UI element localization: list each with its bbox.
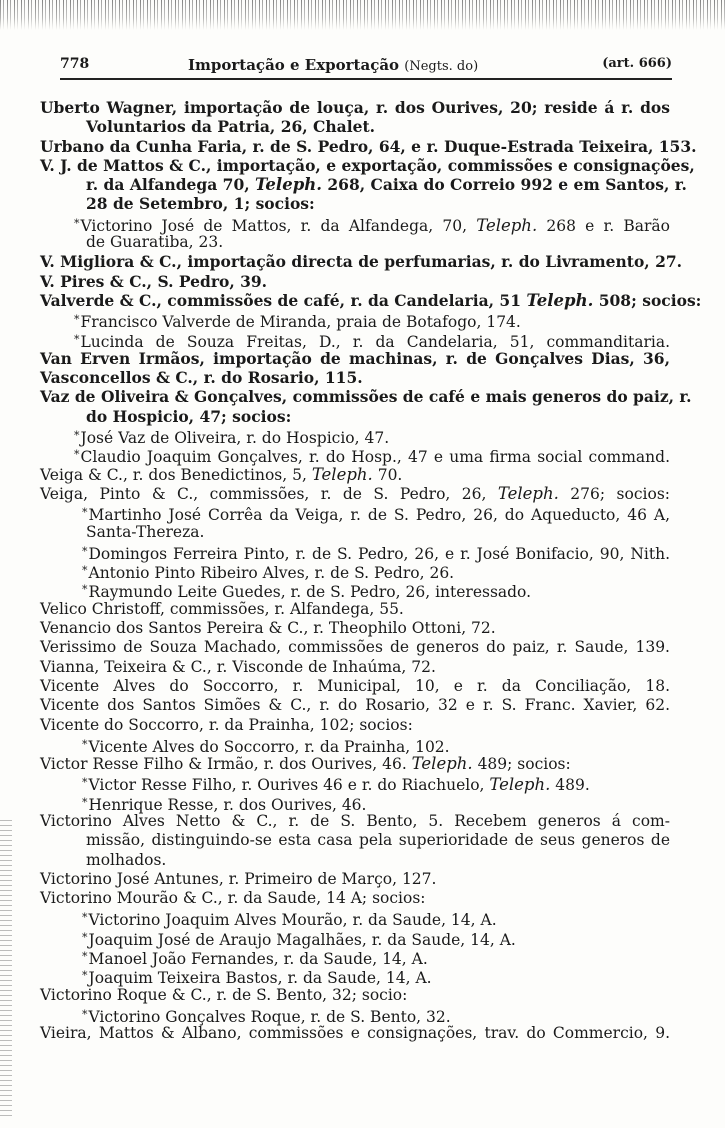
line-text: Urbano da Cunha Faria, r. de S. Pedro, 64, e r. Duque-Estrada Teixeira, 153. — [40, 136, 697, 156]
line-text: Victorino José Antunes, r. Primeiro de Março, 127. — [40, 869, 437, 888]
line-text: Vicente dos Santos Simões & C., r. do Rosario, 32 e r. S. Franc. Xavier, 62. — [40, 696, 670, 715]
entry-line — [40, 716, 670, 735]
entry-line — [40, 600, 670, 619]
entry-line — [40, 696, 670, 715]
asterisk-marker: * — [74, 332, 80, 346]
line-text: de Guaratiba, 23. — [86, 233, 224, 252]
partner-line — [40, 908, 670, 930]
line-text: Veiga & C., r. dos Benedictinos, 5, Teleph. 70. — [40, 464, 403, 484]
page-title — [188, 56, 478, 74]
page-title-sub: (Negts. do) — [404, 59, 479, 74]
line-text: Martinho José Corrêa da Veiga, r. de S. Pedro, 26, do Aqueducto, 46 A, — [88, 506, 670, 525]
entry-line — [40, 870, 670, 889]
line-text: Velico Christoff, commissões, r. Alfandega, 55. — [40, 599, 404, 618]
entry-line — [40, 252, 683, 272]
partner-line — [40, 542, 670, 561]
partner-line — [40, 928, 670, 947]
page-title-main: Importação e Exportação — [188, 56, 400, 74]
article-ref: (art. 666) — [602, 56, 672, 71]
asterisk-marker: * — [74, 448, 80, 462]
line-text: Vicente Alves do Soccorro, r. Municipal, 10, e r. da Conciliação, 18. — [40, 676, 670, 695]
header-rule — [60, 78, 672, 80]
continuation-line — [40, 117, 670, 136]
entry-line — [40, 290, 702, 310]
line-text: Vieira, Mattos & Albano, commissões e consignações, trav. do Commercio, 9. — [40, 1024, 670, 1043]
line-text: Uberto Wagner, importação de louça, r. dos Ourives, 20; reside á r. dos — [40, 98, 670, 117]
scan-noise-fade — [0, 0, 725, 30]
partner-line — [40, 580, 670, 602]
entry-line — [40, 155, 695, 175]
line-text: Victorino Gonçalves Roque, r. de S. Bento, 32. — [88, 1007, 451, 1026]
line-text: 28 de Setembro, 1; socios: — [86, 194, 315, 214]
asterisk-marker: * — [82, 506, 88, 520]
line-text: Voluntarios da Patria, 26, Chalet. — [86, 117, 376, 137]
page-number: 778 — [60, 56, 90, 72]
continuation-line — [40, 175, 687, 195]
line-text: Henrique Resse, r. dos Ourives, 46. — [88, 795, 367, 814]
continuation-line — [40, 831, 670, 850]
entry-line — [40, 638, 670, 657]
entry-line — [40, 1024, 670, 1043]
line-text: Vaz de Oliveira & Gonçalves, commissões de café e mais generos do paiz, r. — [40, 387, 692, 407]
asterisk-marker: * — [74, 313, 80, 327]
line-text: do Hospicio, 47; socios: — [86, 406, 292, 426]
page-header — [60, 56, 672, 78]
line-text: Victorino José de Mattos, r. da Alfandega, 70, Teleph. 268 e r. Barão — [80, 215, 670, 235]
entry-line — [40, 387, 692, 407]
line-text: Victor Resse Filho, r. Ourives 46 e r. do Riachuelo, Teleph. 489. — [88, 775, 590, 795]
partner-line — [40, 503, 670, 525]
line-text: Antonio Pinto Ribeiro Alves, r. de S. Pedro, 26. — [88, 564, 455, 583]
continuation-line — [40, 233, 670, 252]
line-text: José Vaz de Oliveira, r. do Hospicio, 47. — [80, 429, 390, 448]
entry-line — [40, 754, 670, 773]
line-text: V. Migliora & C., importação directa de perfumarias, r. do Livramento, 27. — [40, 252, 683, 272]
line-text: Valverde & C., commissões de café, r. da Candelaria, 51 Teleph. 508; socios: — [40, 290, 702, 310]
partner-line — [40, 735, 670, 754]
line-text: missão, distinguindo-se esta casa pela superioridade de seus generos de — [86, 831, 670, 850]
line-text: r. da Alfandega 70, Teleph. 268, Caixa do Correio 992 e em Santos, r. — [86, 175, 687, 195]
asterisk-marker: * — [82, 737, 88, 751]
line-text: V. J. de Mattos & C., importação, e exportação, commissões e consignações, — [40, 155, 695, 175]
line-text: Vasconcellos & C., r. do Rosario, 115. — [40, 368, 363, 388]
asterisk-marker: * — [82, 795, 88, 809]
directory-entries — [40, 98, 702, 1044]
asterisk-marker: * — [82, 776, 88, 790]
line-text: Victorino Joaquim Alves Mourão, r. da Saude, 14, A. — [88, 911, 497, 930]
partner-line — [40, 561, 670, 583]
line-text: Veiga, Pinto & C., commissões, r. de S. Pedro, 26, Teleph. 276; socios: — [40, 483, 670, 503]
partner-line — [40, 445, 670, 467]
continuation-line — [40, 851, 670, 870]
line-text: Vicente do Soccorro, r. da Prainha, 102; socios: — [40, 715, 413, 734]
entry-line — [40, 658, 670, 677]
entry-line — [40, 465, 670, 484]
asterisk-marker: * — [82, 564, 88, 578]
scan-noise-left — [0, 820, 12, 1120]
entry-line — [40, 812, 670, 831]
partner-line — [40, 310, 670, 332]
partner-line — [40, 214, 670, 233]
entry-line — [40, 677, 670, 696]
line-text: Domingos Ferreira Pinto, r. de S. Pedro, 26, e r. José Bonifacio, 90, Nith. — [88, 544, 670, 563]
partner-line — [40, 1005, 670, 1024]
asterisk-marker: * — [74, 429, 80, 443]
line-text: Manoel João Fernandes, r. da Saude, 14, A. — [88, 950, 428, 969]
entry-line — [40, 889, 670, 908]
partner-line — [40, 773, 670, 795]
asterisk-marker: * — [82, 911, 88, 925]
line-text: Venancio dos Santos Pereira & C., r. Theophilo Ottoni, 72. — [40, 619, 496, 638]
asterisk-marker: * — [82, 544, 88, 558]
line-text: Vicente Alves do Soccorro, r. da Prainha, 102. — [88, 737, 450, 756]
line-text: molhados. — [86, 850, 167, 869]
entry-line — [40, 619, 670, 638]
entry-line — [40, 136, 697, 156]
asterisk-marker: * — [82, 583, 88, 597]
partner-line — [40, 966, 670, 988]
line-text: Raymundo Leite Guedes, r. de S. Pedro, 26, interessado. — [88, 583, 532, 602]
partner-line — [40, 793, 670, 812]
continuation-line — [40, 194, 670, 213]
continuation-line — [40, 523, 670, 542]
line-text: Joaquim Teixeira Bastos, r. da Saude, 14, A. — [88, 969, 432, 988]
line-text: V. Pires & C., S. Pedro, 39. — [40, 271, 268, 291]
line-text: Victorino Roque & C., r. de S. Bento, 32; socio: — [40, 985, 408, 1004]
entry-line — [40, 368, 670, 387]
entry-line — [40, 484, 670, 503]
asterisk-marker: * — [82, 930, 88, 944]
partner-line — [40, 330, 670, 349]
asterisk-marker: * — [74, 216, 80, 230]
entry-line — [40, 349, 670, 368]
entry-line — [40, 986, 670, 1005]
line-text: Victor Resse Filho & Irmão, r. dos Ourives, 46. Teleph. 489; socios: — [40, 754, 571, 774]
line-text: Francisco Valverde de Miranda, praia de Botafogo, 174. — [80, 313, 521, 332]
line-text: Vianna, Teixeira & C., r. Visconde de Inhaúma, 72. — [40, 657, 436, 676]
line-text: Santa-Thereza. — [86, 522, 205, 541]
asterisk-marker: * — [82, 1007, 88, 1021]
line-text: Lucinda de Souza Freitas, D., r. da Candelaria, 51, commanditaria. — [80, 332, 670, 351]
line-text: Verissimo de Souza Machado, commissões de generos do paiz, r. Saude, 139. — [40, 638, 670, 657]
line-text: Claudio Joaquim Gonçalves, r. do Hosp., 47 e uma firma social command. — [80, 448, 670, 467]
asterisk-marker: * — [82, 950, 88, 964]
line-text: Joaquim José de Araujo Magalhães, r. da Saude, 14, A. — [88, 930, 516, 949]
line-text: Victorino Alves Netto & C., r. de S. Bento, 5. Recebem generos á com- — [40, 811, 670, 830]
partner-line — [40, 947, 670, 969]
continuation-line — [40, 407, 670, 426]
asterisk-marker: * — [82, 969, 88, 983]
entry-line — [40, 98, 670, 117]
entry-line — [40, 272, 670, 291]
line-text: Victorino Mourão & C., r. da Saude, 14 A; socios: — [40, 889, 426, 908]
partner-line — [40, 426, 670, 448]
line-text: Van Erven Irmãos, importação de machinas, r. de Gonçalves Dias, 36, — [40, 348, 670, 368]
